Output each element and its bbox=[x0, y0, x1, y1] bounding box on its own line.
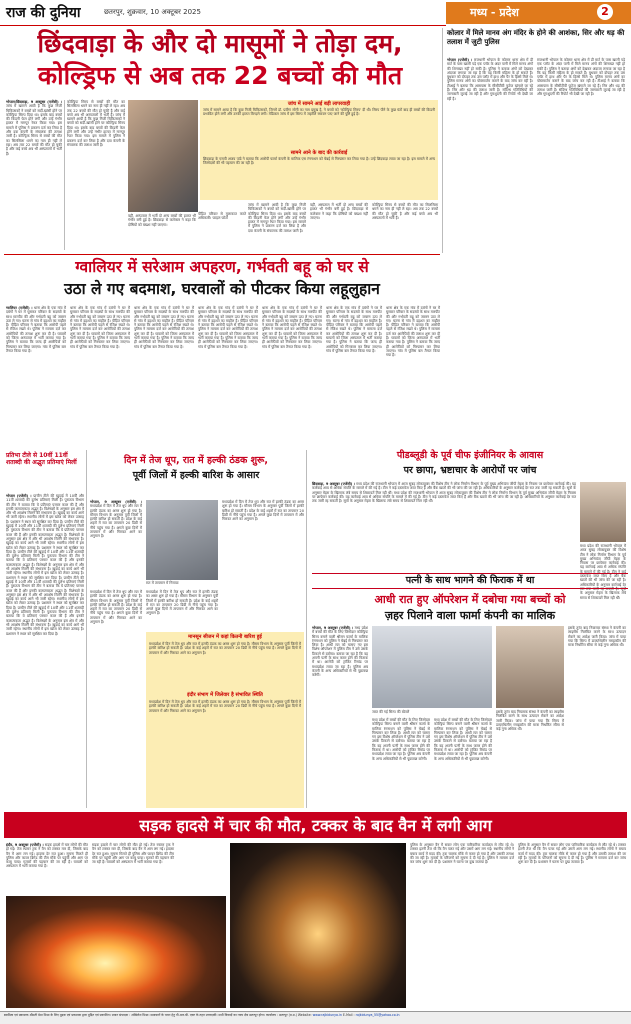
page-number: 2 bbox=[597, 4, 613, 20]
lead-body-col6: कोल्ड्रिफ सिरप से बच्चों की मौत का सिलसिला थमने का नाम ही नहीं ले रहा। अब तक 22 बच्चों की मौत हो चुकी है और कई बच्चे अब भी अस्पतालों में भर्ती हैं। bbox=[372, 203, 438, 220]
weather-headline-line1: दिन में तेज धूप, रात में हल्की ठंडक शुरू, bbox=[123, 455, 269, 466]
accident-photo-night bbox=[230, 843, 406, 1008]
sidebar-body-col2: राजधानी भोपाल के कोलार थाना क्षेत्र में डी मार्ट के पास खाली पड़े एक प्लॉट के अंदर पानी में मिले मानव अंगों की शिनाख्त नहीं हो सकी है। पुलिस ने बताया अंगों को देखकर अंदाजा लगाया जा रहा है कि यह किसी महिला के हो सकते हैं। बुधवार को दोपहर तक उस प्लॉट में हाथ और पैर के हिस्से मिले थे। पुलिस मानव अंगों का पोस्टमार्टम कराने के बाद जांच कर रही है। टीआई ने बताया कि आसपास के सीसीटीवी फुटेज खंगाले जा रहे हैं। सिर और धड़ की तलाश जारी है। संदिग्ध गतिविधियों की जानकारी जुटाई जा रही है और गुमशुदगी की रिपोर्ट भी देखी जा रही है। bbox=[537, 58, 625, 97]
investigation-box-title: जांच में सामने आई बड़ी लापरवाही bbox=[287, 101, 351, 107]
sidebar-body-text: राजधानी भोपाल के कोलार थाना क्षेत्र में डी मार्ट के पास खाली पड़े एक प्लॉट के अंदर पानी में मिले मानव अंगों की शिनाख्त नहीं हो सकी है। पुलिस ने बताया अंगों को देखकर अंदाजा लगाया जा रहा है कि यह किसी महिला के हो सकते हैं। बुधवार को दोपहर तक उस प्लॉट में हाथ और पैर के हिस्से मिले थे। पुलिस मानव अंगों का पोस्टमार्टम कराने के बाद जांच कर रही है। टीआई ने बताया कि आसपास के सीसीटीवी फुटेज खंगाले जा रहे हैं। सिर और धड़ की तलाश जारी है। संदिग्ध गतिविधियों की जानकारी जुटाई जा रही है और गुमशुदगी की रिपोर्ट भी देखी जा रही है। bbox=[447, 58, 534, 101]
lead-body-text: जांच में खामने आयी है कि कुछ निजी चिकित्सकों ने बच्चों को सर्दी-खांसी होने पर कोल्ड्रिफ सिरप दिया था। इसके बाद बच्चों की किडनी फेल होने लगी और उन्हें गंभीर हालत में नागपुर रेफर किया गया। इस मामले में पुलिस ने प्रकरण दर्ज कर लिया है और दवा कंपनी के संचालक की तलाश जारी है। bbox=[6, 104, 62, 139]
imprint-text: स्वामित्व एवं प्रकाशक श्रीमती प्रेमा मिश्रा के लिए मुद्रक एवं प्रकाशक द्वारा मुद्रित एवं प्रकाशित। प्रधान संपादक : अखिलेश मिश्रा। समाचारों के चयन हेतु पी.आर.बी. एक्ट के तहत उत्तरदायी। सभी विवादों का न्याय क्षेत्र छतरपुर होगा। bbox=[4, 1013, 266, 1017]
rainfall-box-body: मध्यप्रदेश में दिन में तेज धूप और रात में हल्की ठंडक का असर शुरू हो गया है। मौसम विभाग के अनुसार पूर्वी जिलों में हल्की बारिश हो सकती है। प्रदेश के कई शहरों में रात का तापमान 20 डिग्री से नीचे पहुंच गया है। अगले कुछ दिनों में तापमान में और गिरावट आने का अनुमान है। bbox=[149, 642, 301, 655]
sidebar-dateline: भोपाल (एजेंसी) । bbox=[447, 58, 473, 62]
lead-headline-line2: कोल्ड्रिफ से अब तक 22 बच्चों की मौत bbox=[37, 61, 403, 90]
pwd-body-text: मध्य प्रदेश की राजधानी भोपाल में आज सुबह लोकायुक्त की विशेष टीम ने लोक निर्माण विभाग के पूर्व मुख्य अभियंता जीपी मेहरा के निवास पर छापेमार कार्रवाई की। यह कार्रवाई आय से अधिक संपत्ति के मामले में की गई है। टीम ने कई दस्तावेज जब्त किए हैं और बैंक खातों की भी जांच की जा रही है। अधिकारियों के अनुसार कार्रवाई देर रात तक जारी रह सकती है। सूत्रों के अनुसार मेहरा के खिलाफ लंबे समय से शिकायतें मिल रही थीं। bbox=[312, 482, 576, 495]
column-divider bbox=[64, 100, 65, 250]
story3-dateline: भोपाल, 9 अक्टूबर (एजेंसी) । bbox=[312, 626, 354, 630]
story3-body-col5: इसके तुरंत बाद नियामक संस्था ने कंपनी का लाइसेंस निलंबित करने के साथ उत्पादन रोकने का आदेश जारी किया। जांच में पाया गया कि सिरप में डायएथिलीन ग्लाइकॉल की मात्रा निर्धारित सीमा से कई गुना अधिक थी। bbox=[568, 626, 626, 648]
story3-body-col2: मध्य प्रदेश में बच्चों की मौत के लिए जिम्मेदार कोल्ड्रिफ सिरप बनाने वाली श्रीसन फार्मा के मालिक रंगनाथन को पुलिस ने चेन्नई से गिरफ्तार कर लिया है। आधी रात को चलाए गए इस विशेष ऑपरेशन में पुलिस टीम ने उसे उसके ठिकाने से दबोचा। बताया जा रहा है कि वह अपनी पत्नी के साथ फरार होने की फिराक में था। आरोपी को ट्रांजिट रिमांड पर मध्यप्रदेश लाया जा रहा है। पुलिस अब कंपनी के अन्य अधिकारियों से भी पूछताछ करेगी। bbox=[372, 718, 430, 761]
idols-body-text-d: प्राचीन टीले की खुदाई में 10वीं और 11वीं शताब्दी की दुर्लभ प्रतिमाएं मिली हैं। पुरातत्व विभाग की टीम ने बताया कि ये प्रतिमाएं परमार काल की हैं और इनकी कलात्मकता अद्भुत है। विशेषज्ञों के अनुसार इस क्षेत्र में और भी अवशेष मिलने की संभावना है। खुदाई का कार्य आगे भी जारी रहेगा। स्थानीय लोगों में इस खोज को लेकर उत्साह है। प्रशासन ने स्थल को सुरक्षित कर दिया है। bbox=[6, 575, 84, 610]
accident-body-col3 bbox=[410, 843, 514, 1008]
story3-body-col4: इसके तुरंत बाद नियामक संस्था ने कंपनी का लाइसेंस निलंबित करने के साथ उत्पादन रोकने का आदेश जारी किया। जांच में पाया गया कि सिरप में डायएथिलीन ग्लाइकॉल की मात्रा निर्धारित सीमा से कई गुना अधिक थी। bbox=[496, 710, 564, 732]
story2-body-col3: थाना क्षेत्र के एक गांव में दबंगों ने घर में घुसकर परिवार के सदस्यों के साथ मारपीट की और गर्भवती बहू को जबरन उठा ले गए। घटना से गांव में दहशत का माहौल है। पीड़ित परिवार ने बताया कि आरोपी पहले से रंजिश रखते थे। पुलिस ने मामला दर्ज कर आरोपियों की तलाश शुरू कर दी है। घायलों को जिला अस्पताल में भर्ती कराया गया है। पुलिस ने बताया कि जल्द ही आरोपियों को गिरफ्तार कर लिया जाएगा। गांव में पुलिस बल तैनात किया गया है। bbox=[134, 306, 194, 349]
accident-body-right2-b: मृतकों के परिजनों को सूचना दे दी गई है। पुलिस ने मामला दर्ज कर जांच शुरू कर दी है। प्रशासन ने घटना पर दुख जताया है। bbox=[518, 855, 626, 865]
idols-body-text: प्राचीन टीले की खुदाई में 10वीं और 11वीं शताब्दी की दुर्लभ प्रतिमाएं मिली हैं। पुरातत्व विभाग की टीम ने बताया कि ये प्रतिमाएं परमार काल की हैं और इनकी कलात्मकता अद्भुत है। विशेषज्ञों के अनुसार इस क्षेत्र में और भी अवशेष मिलने की संभावना है। खुदाई का कार्य आगे भी जारी रहेगा। स्थानीय लोगों में इस खोज को लेकर उत्साह है। प्रशासन ने स्थल को सुरक्षित कर दिया है। bbox=[6, 494, 84, 524]
idols-body-text-b: प्राचीन टीले की खुदाई में 10वीं और 11वीं शताब्दी की दुर्लभ प्रतिमाएं मिली हैं। पुरातत्व विभाग की टीम ने बताया कि ये प्रतिमाएं परमार काल की हैं और इनकी कलात्मकता अद्भुत है। विशेषज्ञों के अनुसार इस क्षेत्र में और भी अवशेष मिलने की संभावना है। खुदाई का कार्य आगे भी जारी रहेगा। स्थानीय लोगों में इस खोज को लेकर उत्साह है। प्रशासन ने स्थल को सुरक्षित कर दिया है। bbox=[6, 519, 84, 554]
story2-body-col5: थाना क्षेत्र के एक गांव में दबंगों ने घर में घुसकर परिवार के सदस्यों के साथ मारपीट की और गर्भवती बहू को जबरन उठा ले गए। घटना से गांव में दहशत का माहौल है। पीड़ित परिवार ने बताया कि आरोपी पहले से रंजिश रखते थे। पुलिस ने मामला दर्ज कर आरोपियों की तलाश शुरू कर दी है। घायलों को जिला अस्पताल में भर्ती कराया गया है। पुलिस ने बताया कि जल्द ही आरोपियों को गिरफ्तार कर लिया जाएगा। गांव में पुलिस बल तैनात किया गया है। bbox=[262, 306, 322, 349]
pwd-body-text-b: मध्य प्रदेश की राजधानी भोपाल में आज सुबह लोकायुक्त की विशेष टीम ने लोक निर्माण विभाग के पूर्व मुख्य अभियंता जीपी मेहरा के निवास पर छापेमार कार्रवाई की। यह कार्रवाई आय से अधिक संपत्ति के मामले में की गई है। टीम ने कई दस्तावेज जब्त किए हैं और बैंक खातों की भी जांच की जा रही है। अधिकारियों के अनुसार कार्रवाई देर रात तक जारी रह सकती है। सूत्रों के अनुसार मेहरा के खिलाफ लंबे समय से शिकायतें मिल रही थीं। bbox=[312, 490, 576, 504]
left-story-divider bbox=[86, 450, 87, 808]
story3-body-text: मध्य प्रदेश में बच्चों की मौत के लिए जिम्मेदार कोल्ड्रिफ सिरप बनाने वाली श्रीसन फार्मा के मालिक रंगनाथन को पुलिस ने चेन्नई से गिरफ्तार कर लिया है। आधी रात को चलाए गए इस विशेष ऑपरेशन में पुलिस टीम ने उसे उसके ठिकाने से दबोचा। बताया जा रहा है कि वह अपनी पत्नी के साथ फरार होने की फिराक में था। आरोपी को ट्रांजिट रिमांड पर मध्यप्रदेश लाया जा रहा है। पुलिस अब कंपनी के अन्य अधिकारियों से भी पूछताछ करेगी। bbox=[312, 626, 368, 678]
imprint-footer bbox=[0, 1011, 631, 1024]
idols-dateline: भोपाल (एजेंसी) । bbox=[6, 494, 32, 498]
story3-headline-line2: ज़हर पिलाने वाला फार्मा कंपनी का मालिक bbox=[384, 609, 556, 622]
story2-dateline: ग्वालियर (एजेंसी) । bbox=[6, 306, 33, 310]
investigation-box-subtitle: सामने आने के बाद की कार्रवाई bbox=[290, 150, 348, 156]
weather-body-col3: मध्यप्रदेश में दिन में तेज धूप और रात में हल्की ठंडक का असर शुरू हो गया है। मौसम विभाग के अनुसार पूर्वी जिलों में हल्की बारिश हो सकती है। प्रदेश के कई शहरों में रात का तापमान 20 डिग्री से नीचे पहुंच गया है। अगले कुछ दिनों में तापमान में और गिरावट आने का अनुमान है। bbox=[90, 590, 142, 625]
lead-body-text-3: जांच में खामने आयी है कि कुछ निजी चिकित्सकों ने बच्चों को सर्दी-खांसी होने पर कोल्ड्रिफ सिरप दिया था। इसके बाद बच्चों की किडनी फेल होने लगी और उन्हें गंभीर हालत में नागपुर रेफर किया गया। इस मामले में पुलिस ने प्रकरण दर्ज कर लिया है और दवा कंपनी के संचालक की तलाश जारी है। bbox=[67, 112, 125, 147]
story3-body-col1 bbox=[312, 626, 368, 808]
accident-headline: सड़क हादसे में चार की मौत, टक्कर के बाद वैन में लगी आग bbox=[139, 816, 492, 835]
story2-headline-line2: उठा ले गए बदमाश, घरवालों को पीटकर किया लहूलुहान bbox=[64, 280, 380, 298]
idols-body-text-e: प्राचीन टीले की खुदाई में 10वीं और 11वीं शताब्दी की दुर्लभ प्रतिमाएं मिली हैं। पुरातत्व विभाग की टीम ने बताया कि ये प्रतिमाएं परमार काल की हैं और इनकी कलात्मकता अद्भुत है। विशेषज्ञों के अनुसार इस क्षेत्र में और भी अवशेष मिलने की संभावना है। खुदाई का कार्य आगे भी जारी रहेगा। स्थानीय लोगों में इस खोज को लेकर उत्साह है। प्रशासन ने स्थल को सुरक्षित कर दिया है। bbox=[6, 605, 84, 636]
accident-body-col2: सड़क हादसे में चार लोगों की मौत हो गई। तेज रफ्तार ट्रक ने वैन को टक्कर मार दी, जिसके बाद वैन में आग लग गई। हादसा देर रात हुआ। सूचना मिलते ही पुलिस और फायर ब्रिगेड की टीम मौके पर पहुंची और आग पर काबू पाया। मृतकों की पहचान की जा रही है। घायलों को अस्पताल में भर्ती कराया गया है। bbox=[92, 843, 174, 865]
lead-body-col2 bbox=[67, 100, 125, 252]
investigation-box-body: जांच में सामने आया है कि कुछ निजी चिकित्सकों, जिनमें डॉ. प्रवीण सोनी का नाम प्रमुख है, ने बच्चों को 'कोल्ड्रिफ सिरप' दी थी। सिरप पीने के कुछ घंटों बाद ही बच्चों की किडनी प्रभावित होने लगी और उनकी हालत बिगड़ने लगी। मेडिकल जांच में इस सिरप में जहरीले रसायन पाए जाने की पुष्टि हुई है। bbox=[203, 108, 435, 117]
weather-body-col1 bbox=[90, 500, 142, 586]
sidebar-headline: कोलार में मिले मानव अंग मंदिर के होने की आशंका, सिर और धड़ की तलाश में जुटी पुलिस bbox=[447, 29, 625, 46]
story2-body-text: थाना क्षेत्र के एक गांव में दबंगों ने घर में घुसकर परिवार के सदस्यों के साथ मारपीट की और गर्भवती बहू को जबरन उठा ले गए। घटना से गांव में दहशत का माहौल है। पीड़ित परिवार ने बताया कि आरोपी पहले से रंजिश रखते थे। पुलिस ने मामला दर्ज कर आरोपियों की तलाश शुरू कर दी है। घायलों को जिला अस्पताल में भर्ती कराया गया है। पुलिस ने बताया कि जल्द ही आरोपियों को गिरफ्तार कर लिया जाएगा। गांव में पुलिस बल तैनात किया गया है। bbox=[6, 306, 66, 353]
date-line: छतरपुर, शुक्रवार, 10 अक्टूबर 2025 bbox=[104, 8, 201, 16]
weather-photo bbox=[146, 500, 218, 580]
accident-dateline: इंदौर, 9 अक्टूबर (एजेंसी) । bbox=[6, 843, 44, 847]
story3-photo-caption: जब्त की गई सिरप की बोतलें bbox=[372, 710, 410, 714]
story2-headline-line1: ग्वालियर में सरेआम अपहरण, गर्भवती बहू को घर से bbox=[75, 258, 369, 276]
pwd-body bbox=[312, 482, 576, 570]
weather-body-col2: मध्यप्रदेश में दिन में तेज धूप और रात में हल्की ठंडक का असर शुरू हो गया है। मौसम विभाग के अनुसार पूर्वी जिलों में हल्की बारिश हो सकती है। प्रदेश के कई शहरों में रात का तापमान 20 डिग्री से नीचे पहुंच गया है। अगले कुछ दिनों में तापमान में और गिरावट आने का अनुमान है। bbox=[222, 500, 304, 522]
lead-body-col1 bbox=[6, 100, 62, 252]
story3-portrait bbox=[496, 626, 564, 708]
weather-dateline: भोपाल, 9 अक्टूबर (एजेंसी) । bbox=[90, 500, 142, 504]
rainfall-box-body2: मध्यप्रदेश में दिन में तेज धूप और रात में हल्की ठंडक का असर शुरू हो गया है। मौसम विभाग के अनुसार पूर्वी जिलों में हल्की बारिश हो सकती है। प्रदेश के कई शहरों में रात का तापमान 20 डिग्री से नीचे पहुंच गया है। अगले कुछ दिनों में तापमान में और गिरावट आने का अनुमान है। bbox=[149, 700, 301, 713]
idols-body-text-c: प्राचीन टीले की खुदाई में 10वीं और 11वीं शताब्दी की दुर्लभ प्रतिमाएं मिली हैं। पुरातत्व विभाग की टीम ने बताया कि ये प्रतिमाएं परमार काल की हैं और इनकी कलात्मकता अद्भुत है। विशेषज्ञों के अनुसार इस क्षेत्र में और भी अवशेष मिलने की संभावना है। खुदाई का कार्य आगे भी जारी रहेगा। स्थानीय लोगों में इस खोज को लेकर उत्साह है। प्रशासन ने स्थल को सुरक्षित कर दिया है। bbox=[6, 549, 84, 580]
rainfall-box-title: मानसून सीजन में कहां कितनी बारिश हुई bbox=[188, 634, 262, 640]
email-label: E-Mail : bbox=[342, 1013, 355, 1017]
story3-body-col3: मध्य प्रदेश में बच्चों की मौत के लिए जिम्मेदार कोल्ड्रिफ सिरप बनाने वाली श्रीसन फार्मा के मालिक रंगनाथन को पुलिस ने चेन्नई से गिरफ्तार कर लिया है। आधी रात को चलाए गए इस विशेष ऑपरेशन में पुलिस टीम ने उसे उसके ठिकाने से दबोचा। बताया जा रहा है कि वह अपनी पत्नी के साथ फरार होने की फिराक में था। आरोपी को ट्रांजिट रिमांड पर मध्यप्रदेश लाया जा रहा है। पुलिस अब कंपनी के अन्य अधिकारियों से भी पूछताछ करेगी। bbox=[434, 718, 492, 761]
pwd-divider bbox=[306, 450, 307, 808]
story3-headline-line1: आधी रात हुए ऑपरेशन में दबोचा गया बच्चों को bbox=[374, 593, 566, 606]
pwd-headline-line1: पीडब्लूडी के पूर्व चीफ इंजीनियर के आवास bbox=[396, 450, 544, 461]
investigation-box-body2: छिंदवाड़ा के एसपी अजय पांडे ने बताया कि आरोपी फार्मा कंपनी के मालिक एस रंगनाथन को चेन्नई से गिरफ्तार कर लिया गया है। उन्हें छिंदवाड़ा लाया जा रहा है। इस मामले में अन्य जिम्मेदारों की भी पहचान की जा रही है। bbox=[203, 157, 435, 166]
rainfall-box-title2: इंदौर संभाग में जिलेवार है संभावित स्थिति bbox=[187, 692, 263, 698]
lead-body-col3: वहीं, अस्पताल में भर्ती दो अन्य बच्चों की हालत भी गंभीर बनी हुई है। छिंदवाड़ा से कलेक्टर ने कहा कि दोषियों को बख्शा नहीं जाएगा। bbox=[128, 214, 196, 227]
story2-body-col1 bbox=[6, 306, 66, 446]
accident-body-right2: मृतकों के परिजनों को सूचना दे दी गई है। पुलिस ने मामला दर्ज कर जांच शुरू कर दी है। प्रशासन ने घटना पर दुख जताया है। bbox=[410, 855, 515, 865]
lead-photo bbox=[128, 100, 198, 212]
story2-body-col2: थाना क्षेत्र के एक गांव में दबंगों ने घर में घुसकर परिवार के सदस्यों के साथ मारपीट की और गर्भवती बहू को जबरन उठा ले गए। घटना से गांव में दहशत का माहौल है। पीड़ित परिवार ने बताया कि आरोपी पहले से रंजिश रखते थे। पुलिस ने मामला दर्ज कर आरोपियों की तलाश शुरू कर दी है। घायलों को जिला अस्पताल में भर्ती कराया गया है। पुलिस ने बताया कि जल्द ही आरोपियों को गिरफ्तार कर लिया जाएगा। गांव में पुलिस बल तैनात किया गया है। bbox=[70, 306, 130, 349]
story2-body-col4: थाना क्षेत्र के एक गांव में दबंगों ने घर में घुसकर परिवार के सदस्यों के साथ मारपीट की और गर्भवती बहू को जबरन उठा ले गए। घटना से गांव में दहशत का माहौल है। पीड़ित परिवार ने बताया कि आरोपी पहले से रंजिश रखते थे। पुलिस ने मामला दर्ज कर आरोपियों की तलाश शुरू कर दी है। घायलों को जिला अस्पताल में भर्ती कराया गया है। पुलिस ने बताया कि जल्द ही आरोपियों को गिरफ्तार कर लिया जाएगा। गांव में पुलिस बल तैनात किया गया है। bbox=[198, 306, 258, 349]
lead-body-col4: जांच में खामने आयी है कि कुछ निजी चिकित्सकों ने बच्चों को सर्दी-खांसी होने पर कोल्ड्रिफ सिरप दिया था। इसके बाद बच्चों की किडनी फेल होने लगी और उन्हें गंभीर हालत में नागपुर रेफर किया गया। इस मामले में पुलिस ने प्रकरण दर्ज कर लिया है और दवा कंपनी के संचालक की तलाश जारी है। bbox=[248, 203, 306, 233]
pwd-dateline: छिंदवाड़ा, 9 अक्टूबर (एजेंसी) । bbox=[312, 482, 355, 486]
email-link[interactable]: rajkidunya_55@yahoo.co.in bbox=[355, 1013, 400, 1017]
pwd-photo bbox=[580, 482, 626, 542]
accident-body-col4 bbox=[518, 843, 626, 1008]
lead-headline-line1: छिंदवाड़ा के और दो मासूमों ने तोड़ा दम, bbox=[37, 29, 403, 58]
pwd-headline-line2: पर छापा, भ्रष्टाचार के आरोपों पर जांच bbox=[403, 465, 537, 476]
lead-body-text-2: कोल्ड्रिफ सिरप से बच्चों की मौत का सिलसिला थमने का नाम ही नहीं ले रहा। अब तक 22 बच्चों की मौत हो चुकी है और कई बच्चे अब भी अस्पतालों में भर्ती हैं। bbox=[67, 100, 125, 117]
paper-name: राज की दुनिया bbox=[6, 5, 81, 21]
lead-body-col5: वहीं, अस्पताल में भर्ती दो अन्य बच्चों की हालत भी गंभीर बनी हुई है। छिंदवाड़ा से कलेक्टर ने कहा कि दोषियों को बख्शा नहीं जाएगा। bbox=[310, 203, 368, 220]
weather-body-col4: मध्यप्रदेश में दिन में तेज धूप और रात में हल्की ठंडक का असर शुरू हो गया है। मौसम विभाग के अनुसार पूर्वी जिलों में हल्की बारिश हो सकती है। प्रदेश के कई शहरों में रात का तापमान 20 डिग्री से नीचे पहुंच गया है। अगले कुछ दिनों में तापमान में और गिरावट आने का अनुमान है। bbox=[146, 590, 218, 616]
lead-body-text-b: कोल्ड्रिफ सिरप से बच्चों की मौत का सिलसिला थमने का नाम ही नहीं ले रहा। अब तक 22 बच्चों की मौत हो चुकी है और कई बच्चे अब भी अस्पतालों में भर्ती हैं। bbox=[6, 134, 62, 156]
story3-photo bbox=[372, 626, 492, 708]
weather-photo-caption: रात में तापमान में गिरावट bbox=[146, 581, 179, 585]
accident-photo-fire bbox=[6, 896, 226, 1008]
accident-body-col1 bbox=[6, 843, 88, 893]
story2-body-col6: थाना क्षेत्र के एक गांव में दबंगों ने घर में घुसकर परिवार के सदस्यों के साथ मारपीट की और गर्भवती बहू को जबरन उठा ले गए। घटना से गांव में दहशत का माहौल है। पीड़ित परिवार ने बताया कि आरोपी पहले से रंजिश रखते थे। पुलिस ने मामला दर्ज कर आरोपियों की तलाश शुरू कर दी है। घायलों को जिला अस्पताल में भर्ती कराया गया है। पुलिस ने बताया कि जल्द ही आरोपियों को गिरफ्तार कर लिया जाएगा। गांव में पुलिस बल तैनात किया गया है। bbox=[326, 306, 382, 353]
elope-headline: पत्नी के साथ भागने की फिराक में था bbox=[405, 575, 535, 586]
idols-headline: प्रतिभा टीले से 10वीं 11वीं शताब्दी की अद्भुत प्रतिमाएं मिलीं bbox=[6, 452, 77, 467]
story2-body-col7: थाना क्षेत्र के एक गांव में दबंगों ने घर में घुसकर परिवार के सदस्यों के साथ मारपीट की और गर्भवती बहू को जबरन उठा ले गए। घटना से गांव में दहशत का माहौल है। पीड़ित परिवार ने बताया कि आरोपी पहले से रंजिश रखते थे। पुलिस ने मामला दर्ज कर आरोपियों की तलाश शुरू कर दी है। घायलों को जिला अस्पताल में भर्ती कराया गया है। पुलिस ने बताया कि जल्द ही आरोपियों को गिरफ्तार कर लिया जाएगा। गांव में पुलिस बल तैनात किया गया है। bbox=[386, 306, 440, 358]
accident-body-text: सड़क हादसे में चार लोगों की मौत हो गई। तेज रफ्तार ट्रक ने वैन को टक्कर मार दी, जिसके बाद वैन में आग लग गई। हादसा देर रात हुआ। सूचना मिलते ही पुलिस और फायर ब्रिगेड की टीम मौके पर पहुंची और आग पर काबू पाया। मृतकों की पहचान की जा रही है। घायलों को अस्पताल में भर्ती कराया गया है। bbox=[6, 843, 88, 869]
pwd-body-right: मध्य प्रदेश की राजधानी भोपाल में आज सुबह लोकायुक्त की विशेष टीम ने लोक निर्माण विभाग के पूर्व मुख्य अभियंता जीपी मेहरा के निवास पर छापेमार कार्रवाई की। यह कार्रवाई आय से अधिक संपत्ति के मामले में की गई है। टीम ने कई दस्तावेज जब्त किए हैं और बैंक खातों की भी जांच की जा रही है। अधिकारियों के अनुसार कार्रवाई देर रात तक जारी रह सकती है। सूत्रों के अनुसार मेहरा के खिलाफ लंबे समय से शिकायतें मिल रही थीं। bbox=[580, 544, 626, 600]
lead-dateline: भोपाल/छिंदवाड़ा, 9 अक्टूबर (एजेंसी) । bbox=[6, 100, 62, 104]
section-title: मध्य - प्रदेश bbox=[470, 6, 519, 19]
accident-body-right: पुलिस के अनुसार वैन में सवार लोग एक पारिवारिक कार्यक्रम से लौट रहे थे। टक्कर इतनी तेज थी कि वैन पलट गई और उसमें आग लग गई। स्थानीय लोगों ने बचाव कार्य में मदद की। ट्रक चालक मौके से फरार हो गया है और उसकी तलाश की जा रही है। bbox=[410, 843, 514, 860]
accident-body-right-b: पुलिस के अनुसार वैन में सवार लोग एक पारिवारिक कार्यक्रम से लौट रहे थे। टक्कर इतनी तेज थी कि वैन पलट गई और उसमें आग लग गई। स्थानीय लोगों ने बचाव कार्य में मदद की। ट्रक चालक मौके से फरार हो गया है और उसकी तलाश की जा रही है। bbox=[518, 843, 626, 860]
website-link[interactable]: www.rajkidunya.in bbox=[312, 1013, 342, 1017]
lead-photo-caption: पीड़ित परिवार से मुलाकात करते अधिकारी। फाइल फोटो bbox=[198, 212, 246, 221]
sidebar-divider bbox=[442, 28, 443, 253]
weather-headline-line2: पूर्वी जिलों में हल्की बारिश के आसार bbox=[132, 470, 260, 481]
imprint-text2: कार्यालय : छतरपुर (म.प्र.) Website: bbox=[266, 1013, 312, 1017]
idols-body bbox=[6, 494, 84, 806]
section-rule bbox=[4, 254, 440, 255]
weather-body-text: मध्यप्रदेश में दिन में तेज धूप और रात में हल्की ठंडक का असर शुरू हो गया है। मौसम विभाग के अनुसार पूर्वी जिलों में हल्की बारिश हो सकती है। प्रदेश के कई शहरों में रात का तापमान 20 डिग्री से नीचे पहुंच गया है। अगले कुछ दिनों में तापमान में और गिरावट आने का अनुमान है। bbox=[90, 504, 142, 539]
sidebar-body bbox=[447, 58, 533, 253]
